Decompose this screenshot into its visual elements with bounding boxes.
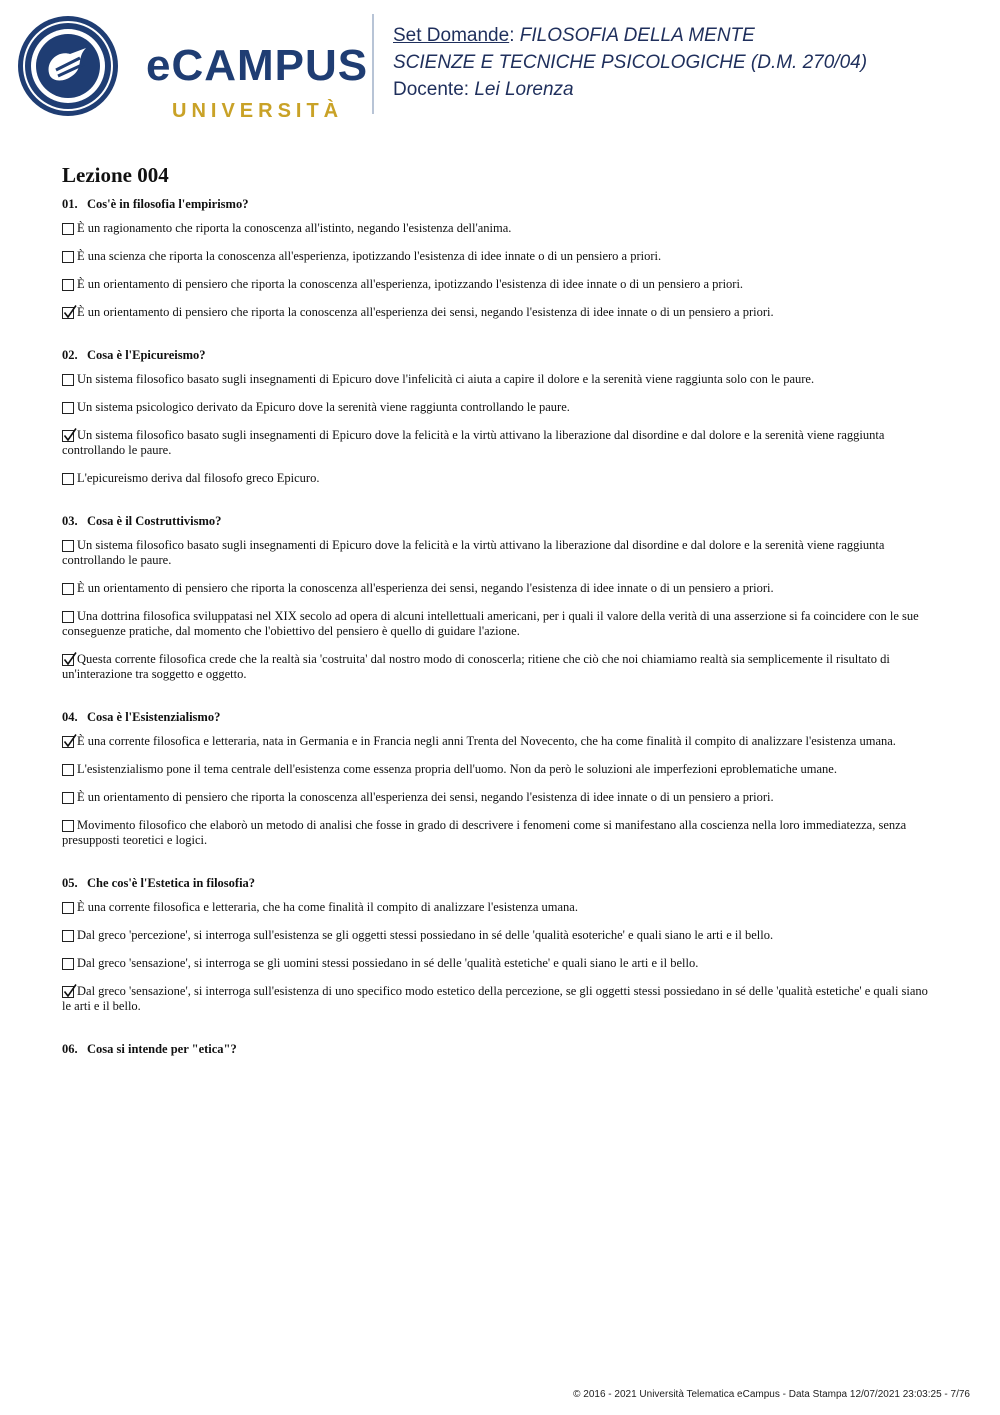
checkbox-icon <box>62 958 74 970</box>
answer-text: L'epicureismo deriva dal filosofo greco Epicuro. <box>77 471 320 485</box>
page-header <box>0 0 1000 130</box>
checked-checkbox-icon <box>62 430 74 442</box>
answer-text: È una scienza che riporta la conoscenza all'esperienza, ipotizzando l'esistenza di idee innate o di un pensiero a priori. <box>77 249 662 263</box>
answer-text: È un orientamento di pensiero che riporta la conoscenza all'esperienza, ipotizzando l'esistenza di idee innate o di un pensiero a priori. <box>77 277 744 291</box>
teacher-line <box>393 76 867 103</box>
answer-text: È un orientamento di pensiero che riporta la conoscenza all'esperienza dei sensi, negando l'esistenza di idee innate o di un pensiero a priori. <box>77 305 774 319</box>
answer-text: Movimento filosofico che elaborò un metodo di analisi che fosse in grado di descrivere i fenomeni come si manifestano alla coscienza nella loro immediatezza, senza presupposti teoretici e logici. <box>62 818 907 847</box>
teacher-label: Docente: <box>393 79 470 100</box>
question-number: 01. <box>62 197 78 211</box>
answer-option <box>62 734 934 749</box>
answer-text: È un orientamento di pensiero che riporta la conoscenza all'esperienza dei sensi, negando l'esistenza di idee innate o di un pensiero a priori. <box>77 790 774 804</box>
question-text: Cosa è l'Epicureismo? <box>87 348 206 362</box>
header-info <box>393 22 867 103</box>
checked-checkbox-icon <box>62 986 74 998</box>
checkbox-icon <box>62 930 74 942</box>
question <box>62 196 934 320</box>
logo-subtitle: UNIVERSITÀ <box>172 100 344 122</box>
question <box>62 875 934 1014</box>
question <box>62 1041 934 1057</box>
answer-option <box>62 956 934 971</box>
checkbox-icon <box>62 402 74 414</box>
logo-wordmark: eCAMPUS <box>146 41 369 90</box>
checked-checkbox-icon <box>62 736 74 748</box>
checked-checkbox-icon <box>62 654 74 666</box>
question-title <box>62 347 934 363</box>
checked-checkbox-icon <box>62 307 74 319</box>
question-text: Cosa è il Costruttivismo? <box>87 514 222 528</box>
question-list <box>62 196 934 1066</box>
question <box>62 513 934 682</box>
answer-text: L'esistenzialismo pone il tema centrale dell'esistenza come essenza propria dell'uomo. Non da però le soluzioni ale imperfezioni eproblematiche umane. <box>77 762 837 776</box>
answer-text: Dal greco 'percezione', si interroga sull'esistenza se gli oggetti stessi possiedano in sé delle 'qualità esoteriche' e quali siano le arti e il bello. <box>77 928 774 942</box>
course-name: SCIENZE E TECNICHE PSICOLOGICHE (D.M. 270/04) <box>393 52 868 73</box>
answer-option <box>62 471 934 486</box>
answer-option <box>62 277 934 292</box>
question <box>62 709 934 848</box>
question-title <box>62 196 934 212</box>
ecampus-logo <box>14 14 369 122</box>
checkbox-icon <box>62 374 74 386</box>
answer-option <box>62 372 934 387</box>
checkbox-icon <box>62 902 74 914</box>
question-text: Che cos'è l'Estetica in filosofia? <box>87 876 256 890</box>
answer-text: Questa corrente filosofica crede che la realtà sia 'costruita' dal nostro modo di conoscerla; ritiene che ciò che noi chiamiamo realtà sia semplicemente il risultato di un'interazione tra soggetto e oggetto. <box>62 652 890 681</box>
answer-option <box>62 762 934 777</box>
answer-option <box>62 400 934 415</box>
question-number: 02. <box>62 348 78 362</box>
question <box>62 347 934 486</box>
answer-option <box>62 581 934 596</box>
question-text: Cos'è in filosofia l'empirismo? <box>87 197 249 211</box>
question-number: 04. <box>62 710 78 724</box>
checkbox-icon <box>62 792 74 804</box>
answer-option <box>62 428 934 458</box>
answer-option <box>62 538 934 568</box>
question-text: Cosa è l'Esistenzialismo? <box>87 710 221 724</box>
checkbox-icon <box>62 279 74 291</box>
answer-option <box>62 249 934 264</box>
answer-text: Un sistema filosofico basato sugli insegnamenti di Epicuro dove la felicità e la virtù attivano la liberazione dal disordine e dal dolore e la serenità viene raggiunta controllando le paure. <box>62 428 885 457</box>
answer-option <box>62 818 934 848</box>
checkbox-icon <box>62 583 74 595</box>
answer-text: È un ragionamento che riporta la conoscenza all'istinto, negando l'esistenza dell'anima. <box>77 221 512 235</box>
answer-text: Dal greco 'sensazione', si interroga sull'esistenza di uno specifico modo estetico della percezione, se gli oggetti stessi possiedano in sé delle 'qualità estetiche' e quali siano le arti e il bello. <box>62 984 928 1013</box>
question-number: 06. <box>62 1042 78 1056</box>
checkbox-icon <box>62 251 74 263</box>
checkbox-icon <box>62 223 74 235</box>
set-line: Set Domande: FILOSOFIA DELLA MENTE <box>393 25 755 46</box>
checkbox-icon <box>62 611 74 623</box>
answer-option <box>62 790 934 805</box>
answer-text: Un sistema filosofico basato sugli insegnamenti di Epicuro dove l'infelicità ci aiuta a capire il dolore e la serenità viene raggiunta solo con le paure. <box>77 372 815 386</box>
answer-text: È un orientamento di pensiero che riporta la conoscenza all'esperienza dei sensi, negando l'esistenza di idee innate o di un pensiero a priori. <box>77 581 774 595</box>
answer-option <box>62 928 934 943</box>
course-line <box>393 49 867 76</box>
question-text: Cosa si intende per "etica"? <box>87 1042 237 1056</box>
checkbox-icon <box>62 764 74 776</box>
set-value: FILOSOFIA DELLA MENTE <box>519 25 755 46</box>
lesson-title: Lezione 004 <box>62 163 169 187</box>
ecampus-seal-icon <box>14 14 126 118</box>
set-label: Set Domande <box>393 25 510 46</box>
answer-option <box>62 900 934 915</box>
teacher-name: Lei Lorenza <box>474 79 574 100</box>
answer-option <box>62 305 934 320</box>
checkbox-icon <box>62 820 74 832</box>
question-title <box>62 513 934 529</box>
answer-option <box>62 221 934 236</box>
answer-option <box>62 609 934 639</box>
answer-option <box>62 652 934 682</box>
question-number: 03. <box>62 514 78 528</box>
question-title <box>62 1041 934 1057</box>
answer-text: Un sistema psicologico derivato da Epicuro dove la serenità viene raggiunta controllando le paure. <box>77 400 570 414</box>
answer-text: Dal greco 'sensazione', si interroga se gli uomini stessi possiedano in sé delle 'qualità estetiche' e quali siano le arti e il bello. <box>77 956 699 970</box>
answer-text: Un sistema filosofico basato sugli insegnamenti di Epicuro dove la felicità e la virtù attivano la liberazione dal disordine e dal dolore e la serenità viene raggiunta controllando le paure. <box>62 538 885 567</box>
page-footer: © 2016 - 2021 Università Telematica eCampus - Data Stampa 12/07/2021 23:03:25 - 7/76 <box>573 1389 970 1400</box>
answer-text: Una dottrina filosofica sviluppatasi nel XIX secolo ad opera di alcuni intellettuali americani, per i quali il valore della verità di una asserzione si fa coincidere con le sue conseguenze pratiche, dal momento che l'obiettivo del pensiero è quello di guidare l'azione. <box>62 609 919 638</box>
checkbox-icon <box>62 473 74 485</box>
question-title <box>62 709 934 725</box>
header-divider <box>372 14 374 114</box>
answer-text: È una corrente filosofica e letteraria, che ha come finalità il compito di analizzare l'esistenza umana. <box>77 900 578 914</box>
answer-text: È una corrente filosofica e letteraria, nata in Germania e in Francia negli anni Trenta del Novecento, che ha come finalità il compito di analizzare l'esistenza umana. <box>77 734 896 748</box>
question-number: 05. <box>62 876 78 890</box>
answer-option <box>62 984 934 1014</box>
question-title <box>62 875 934 891</box>
checkbox-icon <box>62 540 74 552</box>
